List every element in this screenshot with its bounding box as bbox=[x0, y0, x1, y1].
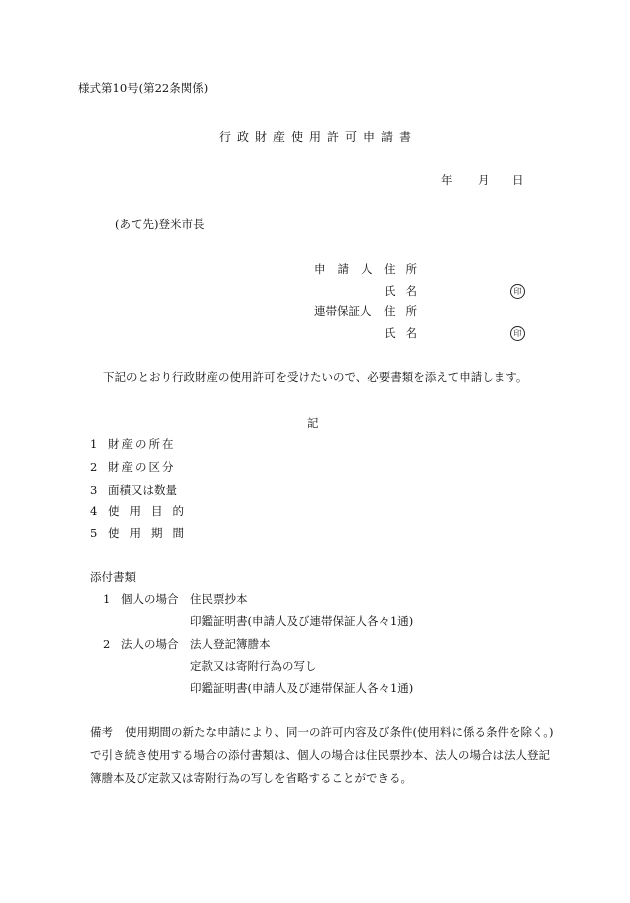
attachment-case-label: 個人の場合 bbox=[121, 592, 179, 606]
item-label: 使用期間 bbox=[108, 526, 194, 540]
item-no: 2 bbox=[90, 460, 98, 474]
item-label: 使用目的 bbox=[108, 504, 194, 518]
attachment-doc: 法人登記簿謄本 bbox=[190, 637, 271, 651]
item-no: 5 bbox=[90, 526, 98, 540]
date-day: 日 bbox=[512, 173, 524, 187]
item-label: 面積又は数量 bbox=[108, 483, 177, 497]
ki-heading: 記 bbox=[307, 416, 319, 430]
attachment-no: 2 bbox=[103, 637, 111, 651]
applicant-label: 申請人 bbox=[314, 262, 385, 276]
remarks-text: 使用期間の新たな申請により、同一の許可内容及び条件(使用料に係る条件を除く。)で引き続き使用する場合の添付書類は、個人の場合は住民票抄本、法人の場合は法人登記簿謄本及び定款又は寄附行為の写しを省略することができる。 bbox=[90, 725, 554, 785]
item-no: 4 bbox=[90, 504, 98, 518]
attachments-heading: 添付書類 bbox=[90, 570, 136, 584]
date-year: 年 bbox=[441, 173, 453, 187]
attachment-doc: 印鑑証明書(申請人及び連帯保証人各々1通) bbox=[190, 681, 414, 695]
guarantor-label: 連帯保証人 bbox=[314, 304, 372, 318]
attachment-doc: 住民票抄本 bbox=[190, 592, 248, 606]
seal-mark-guarantor: 印 bbox=[510, 326, 525, 341]
guarantor-name-label: 氏名 bbox=[384, 326, 427, 340]
item-no: 1 bbox=[90, 437, 98, 451]
attachment-doc: 定款又は寄附行為の写し bbox=[190, 659, 317, 673]
date-month: 月 bbox=[478, 173, 490, 187]
seal-mark: 印 bbox=[510, 284, 525, 299]
form-number: 様式第10号(第22条関係) bbox=[78, 81, 209, 95]
document-title: 行政財産使用許可申請書 bbox=[219, 130, 418, 144]
attachment-case-label: 法人の場合 bbox=[121, 637, 179, 651]
address-label: 住所 bbox=[384, 262, 427, 276]
item-no: 3 bbox=[90, 483, 98, 497]
body-text: 下記のとおり行政財産の使用許可を受けたいので、必要書類を添えて申請します。 bbox=[103, 370, 528, 384]
attachment-no: 1 bbox=[103, 592, 111, 606]
remarks bbox=[90, 721, 560, 790]
remarks-label: 備考 bbox=[90, 725, 113, 739]
guarantor-address-label: 住所 bbox=[384, 304, 427, 318]
item-label: 財産の所在 bbox=[108, 437, 176, 451]
addressee: (あて先)登米市長 bbox=[115, 217, 205, 231]
item-label: 財産の区分 bbox=[108, 460, 176, 474]
attachment-doc: 印鑑証明書(申請人及び連帯保証人各々1通) bbox=[190, 614, 414, 628]
name-label: 氏名 bbox=[384, 284, 427, 298]
